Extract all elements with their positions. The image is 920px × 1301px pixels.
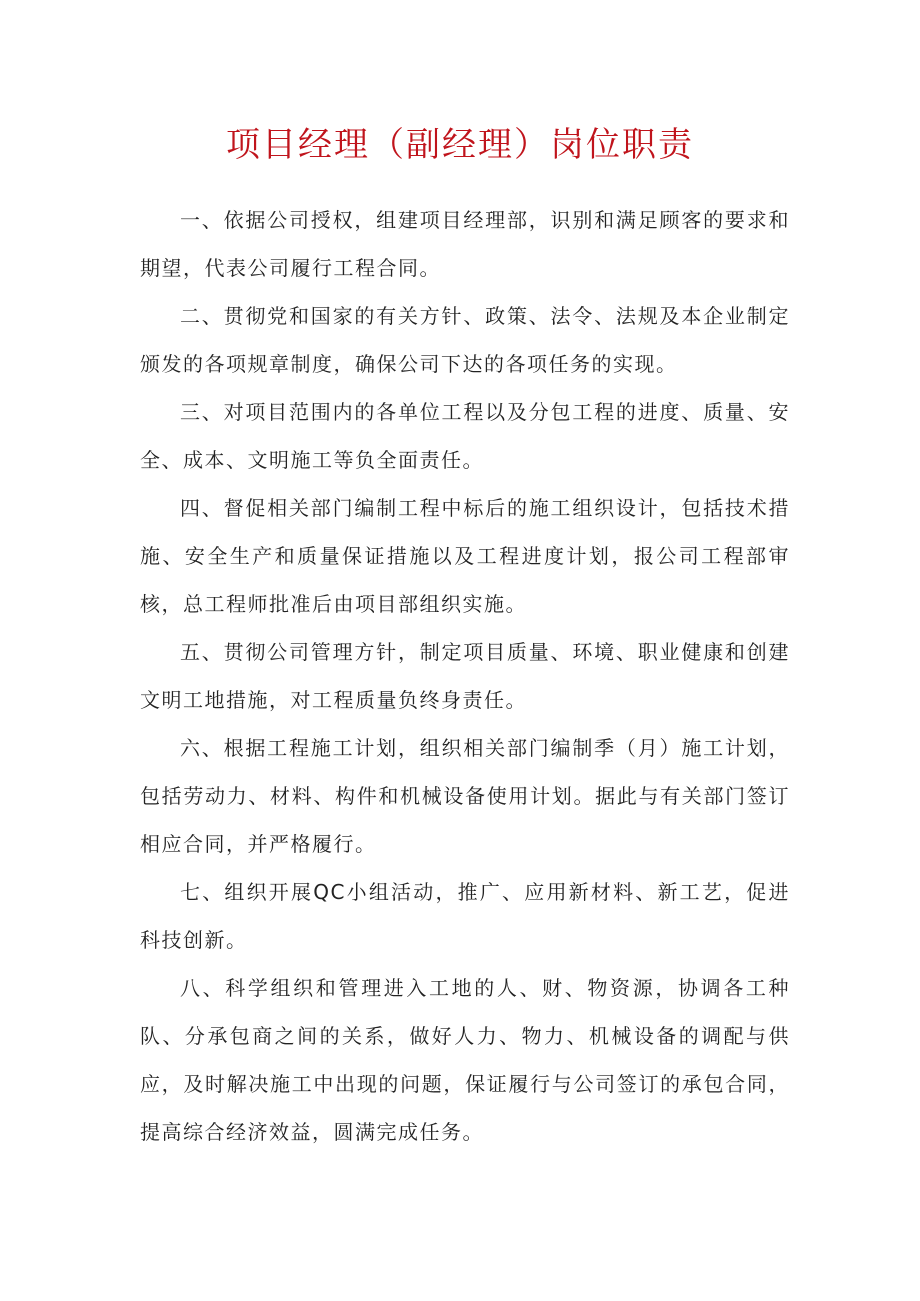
duty-item-2: 二、贯彻党和国家的有关方针、政策、法令、法规及本企业制定颁发的各项规章制度，确保公司下达的各项任务的实现。 [140,304,790,376]
duty-item-5: 五、贯彻公司管理方针，制定项目质量、环境、职业健康和创建文明工地措施，对工程质量负终身责任。 [140,640,790,712]
duty-item-4: 四、督促相关部门编制工程中标后的施工组织设计，包括技术措施、安全生产和质量保证措施以及工程进度计划，报公司工程部审核，总工程师批准后由项目部组织实施。 [140,496,790,616]
document-body [140,196,790,1156]
duty-item-1: 一、依据公司授权，组建项目经理部，识别和满足顾客的要求和期望，代表公司履行工程合同。 [140,208,790,280]
duty-item-8: 八、科学组织和管理进入工地的人、财、物资源，协调各工种队、分承包商之间的关系，做好人力、物力、机械设备的调配与供应，及时解决施工中出现的问题，保证履行与公司签订的承包合同，提高综合经济效益，圆满完成任务。 [140,976,790,1144]
duty-item-7: 七、组织开展QC小组活动，推广、应用新材料、新工艺，促进科技创新。 [140,880,790,952]
document-title: 项目经理（副经理）岗位职责 [226,125,694,165]
duty-item-3: 三、对项目范围内的各单位工程以及分包工程的进度、质量、安全、成本、文明施工等负全面责任。 [140,400,790,472]
duty-item-6: 六、根据工程施工计划，组织相关部门编制季（月）施工计划，包括劳动力、材料、构件和机械设备使用计划。据此与有关部门签订相应合同，并严格履行。 [140,736,790,856]
